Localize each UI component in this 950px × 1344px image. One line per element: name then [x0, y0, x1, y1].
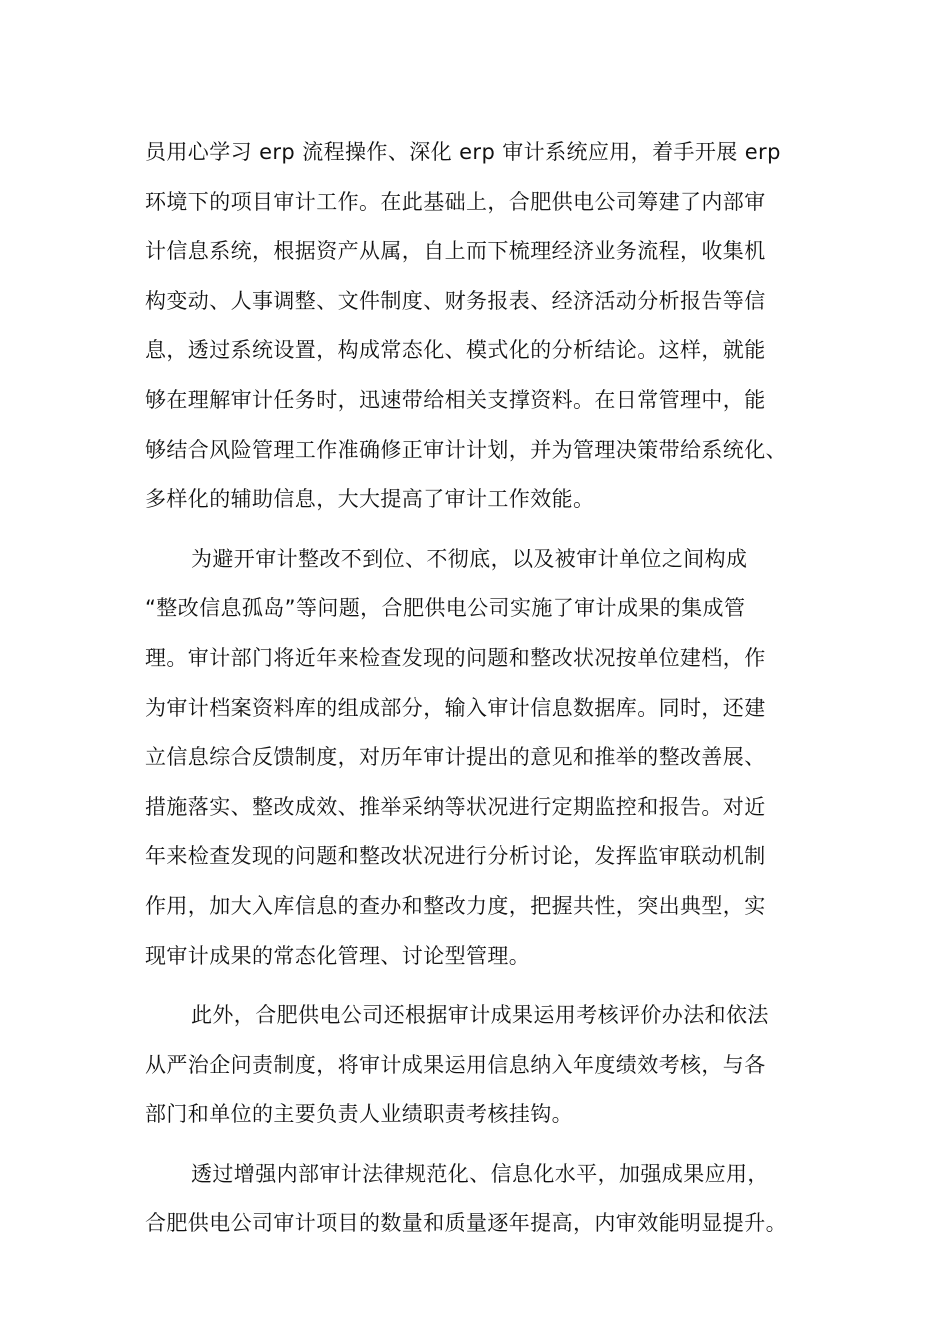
paragraph-4 — [145, 1150, 821, 1249]
text-line: 部门和单位的主要负责人业绩职责考核挂钩。 — [145, 1102, 573, 1127]
text-line: 息，透过系统设置，构成常态化、模式化的分析结论。这样，就能 — [145, 338, 766, 363]
text-line: 环境下的项目审计工作。在此基础上，合肥供电公司筹建了内部审 — [145, 189, 766, 214]
text-line: 此外，合肥供电公司还根据审计成果运用考核评价办法和依法 — [191, 1003, 769, 1028]
paragraph-3 — [145, 991, 821, 1140]
text-line: “整改信息孤岛”等问题，合肥供电公司实施了审计成果的集成管 — [145, 596, 746, 621]
text-line: 为避开审计整改不到位、不彻底，以及被审计单位之间构成 — [191, 546, 748, 571]
text-line: 透过增强内部审计法律规范化、信息化水平，加强成果应用， — [191, 1161, 769, 1186]
text-line: 多样化的辅助信息，大大提高了审计工作效能。 — [145, 487, 595, 512]
text-line: 年来检查发现的问题和整改状况进行分析讨论，发挥监审联动机制 — [145, 844, 766, 869]
text-line: 理。审计部门将近年来检查发现的问题和整改状况按单位建档，作 — [145, 645, 766, 670]
text-line: 合肥供电公司审计项目的数量和质量逐年提高，内审效能明显提升。 — [145, 1211, 787, 1236]
paragraph-spacer — [145, 525, 821, 535]
text-line: 够在理解审计任务时，迅速带给相关支撑资料。在日常管理中，能 — [145, 387, 766, 412]
text-line: 作用，加大入库信息的查办和整改力度，把握共性，突出典型，实 — [145, 893, 766, 918]
text-line: 构变动、人事调整、文件制度、财务报表、经济活动分析报告等信 — [145, 288, 766, 313]
text-line: 员用心学习 erp 流程操作、深化 erp 审计系统应用，着手开展 erp — [145, 140, 781, 164]
paragraph-2 — [145, 535, 821, 981]
text-line: 够结合风险管理工作准确修正审计计划，并为管理决策带给系统化、 — [145, 437, 787, 462]
text-line: 立信息综合反馈制度，对历年审计提出的意见和推举的整改善展、 — [145, 745, 766, 770]
paragraph-spacer — [145, 1140, 821, 1150]
text-line: 措施落实、整改成效、推举采纳等状况进行定期监控和报告。对近 — [145, 794, 766, 819]
text-line: 现审计成果的常态化管理、讨论型管理。 — [145, 943, 531, 968]
paragraph-spacer — [145, 981, 821, 991]
paragraph-1 — [145, 128, 821, 525]
text-line: 计信息系统，根据资产从属，自上而下梳理经济业务流程，收集机 — [145, 239, 766, 264]
document-body — [145, 128, 821, 1249]
text-line: 为审计档案资料库的组成部分，输入审计信息数据库。同时，还建 — [145, 695, 766, 720]
text-line: 从严治企问责制度，将审计成果运用信息纳入年度绩效考核，与各 — [145, 1052, 766, 1077]
